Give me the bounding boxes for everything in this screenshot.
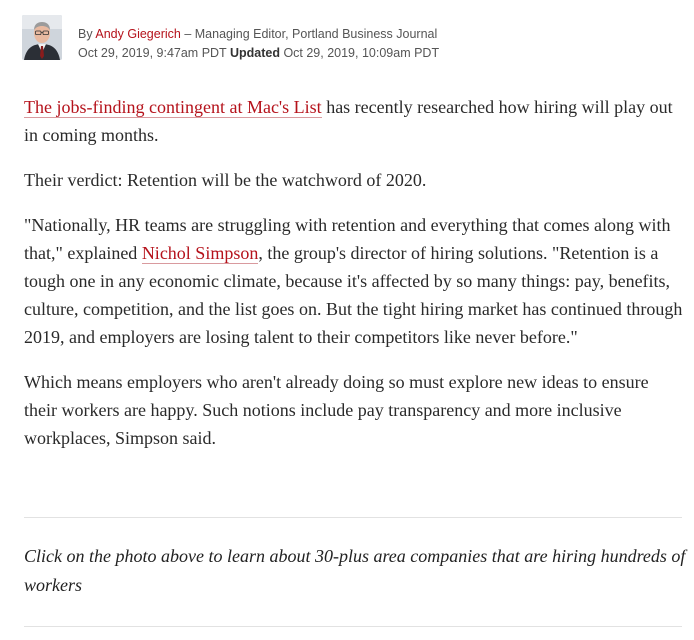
published-date: Oct 29, 2019, 9:47am PDT (78, 46, 227, 60)
byline-author-line (78, 25, 439, 44)
paragraph-1-text: has recently researched how hiring will play out in coming months. (24, 97, 673, 145)
author-avatar[interactable] (22, 15, 62, 60)
paragraph-3-text-after: , the group's director of hiring solutions. "Retention is a tough one in any economic climate, because it's affected by so many things: pay, benefits, culture, competition, and the list goes on. But the tight hiring market has continued through 2019, and employers are losing talent to their competitors like never before." (24, 243, 683, 347)
photo-caption: Click on the photo above to learn about 30-plus area companies that are hiring hundreds of workers (24, 546, 686, 595)
byline-text (78, 25, 439, 63)
author-role: – Managing Editor, Portland Business Journal (184, 27, 438, 41)
byline-dates-line (78, 44, 439, 63)
paragraph-2 (24, 166, 686, 194)
paragraph-3-text-before: "Nationally, HR teams are struggling with retention and everything that comes along with that," explained (24, 215, 671, 263)
article-body (24, 93, 686, 469)
paragraph-3 (24, 211, 686, 351)
article-byline (22, 15, 682, 65)
author-name-link[interactable]: Andy Giegerich (95, 27, 181, 41)
updated-date: Oct 29, 2019, 10:09am PDT (283, 46, 440, 60)
paragraph-4-text: Which means employers who aren't already doing so must explore new ideas to ensure their workers are happy. Such notions include pay transparency and more inclusive workplaces, Simpson said. (24, 372, 649, 448)
paragraph-2-text: Their verdict: Retention will be the watchword of 2020. (24, 170, 427, 190)
paragraph-1 (24, 93, 686, 149)
updated-label: Updated (229, 46, 280, 60)
divider-bottom (24, 626, 682, 627)
byline-by-prefix: By (78, 27, 93, 41)
nichol-simpson-link[interactable]: Nichol Simpson (141, 243, 259, 263)
macs-list-link[interactable]: The jobs-finding contingent at Mac's List (24, 97, 322, 117)
paragraph-4 (24, 368, 686, 452)
divider-top (24, 517, 682, 518)
author-photo (22, 15, 62, 60)
